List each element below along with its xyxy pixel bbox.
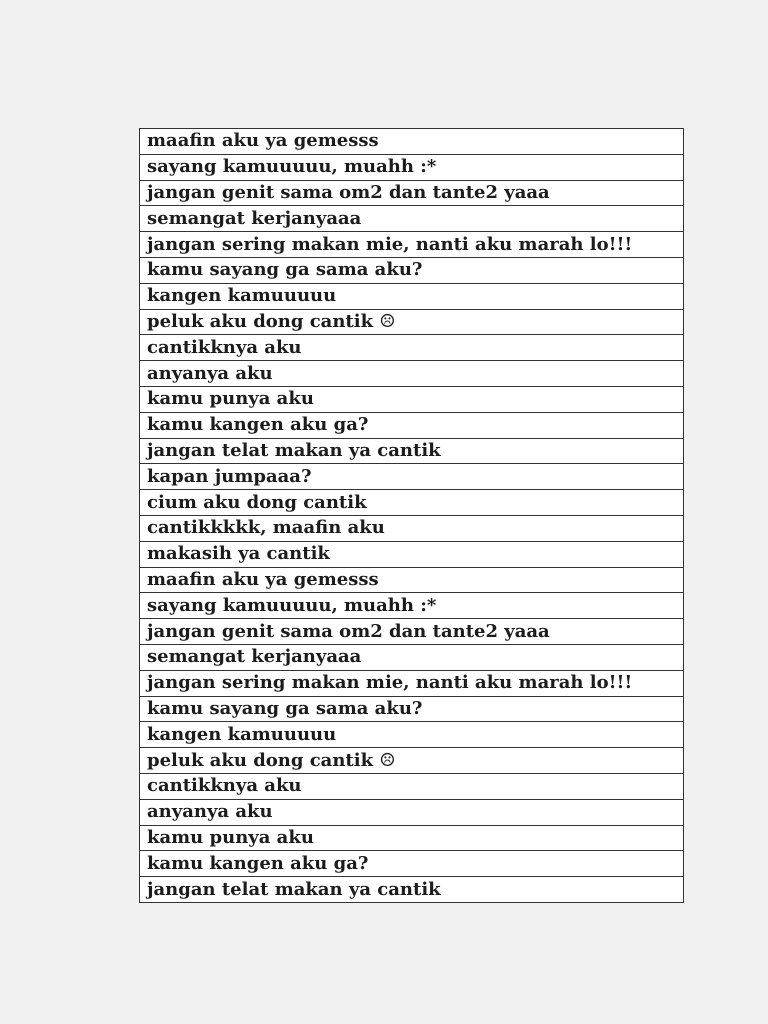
table-cell: kamu sayang ga sama aku? [140,696,684,722]
table-row [140,773,684,799]
table-cell: semangat kerjanyaaa [140,644,684,670]
table-cell: semangat kerjanyaaa [140,206,684,232]
table-cell: kamu sayang ga sama aku? [140,257,684,283]
table-cell: jangan genit sama om2 dan tante2 yaaa [140,619,684,645]
table-row [140,851,684,877]
table-row [140,799,684,825]
table-cell: jangan sering makan mie, nanti aku marah lo!!! [140,670,684,696]
table-row [140,232,684,258]
table-cell: peluk aku dong cantik ☹ [140,748,684,774]
table-row [140,129,684,155]
table-row [140,412,684,438]
table-cell: jangan telat makan ya cantik [140,438,684,464]
message-table [139,128,684,903]
table-row [140,283,684,309]
table-row [140,619,684,645]
table-row [140,464,684,490]
table-row [140,593,684,619]
table-row [140,490,684,516]
table-row [140,257,684,283]
table-cell: jangan telat makan ya cantik [140,877,684,903]
table-cell: kapan jumpaaa? [140,464,684,490]
table-row [140,206,684,232]
table-row [140,644,684,670]
table-row [140,670,684,696]
table-row [140,361,684,387]
table-cell: sayang kamuuuuu, muahh :* [140,593,684,619]
table-row [140,335,684,361]
table-cell: sayang kamuuuuu, muahh :* [140,154,684,180]
table-row [140,877,684,903]
table-cell: kamu kangen aku ga? [140,412,684,438]
table-cell: kamu kangen aku ga? [140,851,684,877]
table-cell: peluk aku dong cantik ☹ [140,309,684,335]
table-cell: makasih ya cantik [140,541,684,567]
table-cell: anyanya aku [140,799,684,825]
table-cell: jangan genit sama om2 dan tante2 yaaa [140,180,684,206]
table-cell: jangan sering makan mie, nanti aku marah lo!!! [140,232,684,258]
table-cell: kamu punya aku [140,825,684,851]
table-cell: kangen kamuuuuu [140,283,684,309]
table-cell: kangen kamuuuuu [140,722,684,748]
table-cell: maafin aku ya gemesss [140,129,684,155]
table-row [140,748,684,774]
table-row [140,541,684,567]
table-cell: maafin aku ya gemesss [140,567,684,593]
table-row [140,567,684,593]
table-cell: cantikknya aku [140,773,684,799]
table-row [140,386,684,412]
table-row [140,515,684,541]
table-row [140,154,684,180]
message-table-body [140,129,684,903]
table-cell: anyanya aku [140,361,684,387]
table-row [140,438,684,464]
table-row [140,722,684,748]
table-row [140,696,684,722]
table-cell: cium aku dong cantik [140,490,684,516]
table-cell: kamu punya aku [140,386,684,412]
table-row [140,180,684,206]
table-row [140,309,684,335]
table-cell: cantikkkkk, maafin aku [140,515,684,541]
table-row [140,825,684,851]
table-cell: cantikknya aku [140,335,684,361]
